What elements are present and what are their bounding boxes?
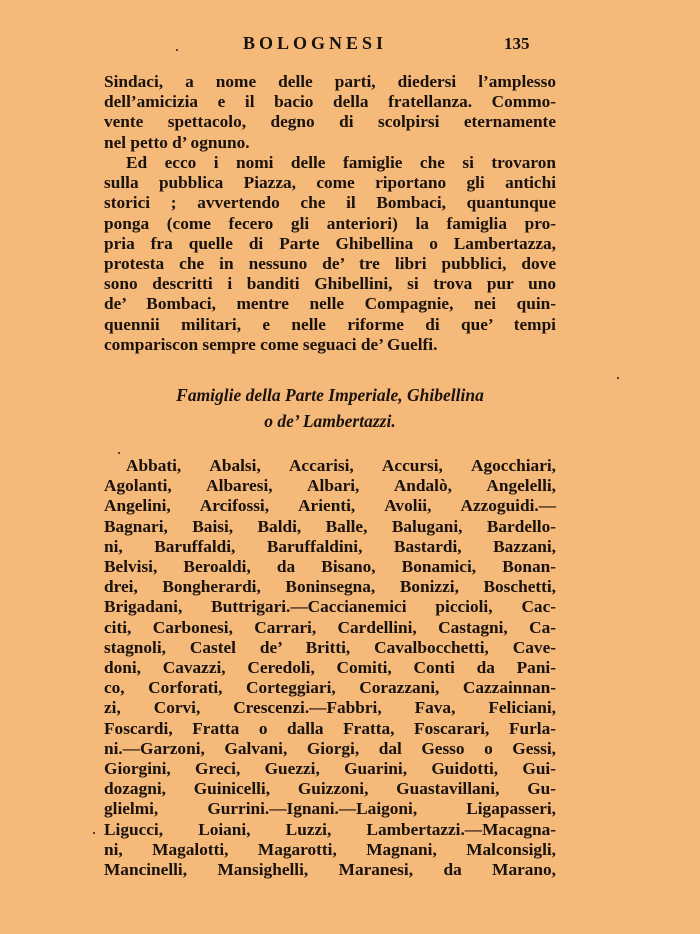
section-heading xyxy=(104,382,556,434)
text-line: Brigadani, Buttrigari.—Caccianemici piccioli, Cac- xyxy=(104,597,556,617)
text-line: doni, Cavazzi, Ceredoli, Comiti, Conti da Pani- xyxy=(104,658,556,678)
text-line: quennii militari, e nelle riforme di que’ tempi xyxy=(104,314,556,334)
text-line: ponga (come fecero gli anteriori) la famiglia pro- xyxy=(104,213,556,233)
paragraph-families-intro xyxy=(104,153,556,355)
text-line: compariscon sempre come seguaci de’ Guelfi. xyxy=(104,334,438,354)
text-line: sulla pubblica Piazza, come riportano gli antichi xyxy=(104,173,556,193)
text-line: nel petto d’ ognuno. xyxy=(104,132,250,152)
text-line: vente spettacolo, degno di scolpirsi eternamente xyxy=(104,112,556,132)
text-line: Foscardi, Fratta o dalla Fratta, Foscarari, Furla- xyxy=(104,718,556,738)
page-header xyxy=(0,33,700,57)
text-line: Belvisi, Beroaldi, da Bisano, Bonamici, Bonan- xyxy=(104,557,556,577)
text-line: Ed ecco i nomi delle famiglie che si trovaron xyxy=(126,153,556,172)
section-heading-line: Famiglie della Parte Imperiale, Ghibellina xyxy=(176,385,484,405)
running-title: BOLOGNESI xyxy=(243,33,388,53)
text-line: Mancinelli, Mansighelli, Maranesi, da Marano, xyxy=(104,860,556,880)
ink-speck xyxy=(617,377,619,379)
text-line: Abbati, Abalsi, Accarisi, Accursi, Agocchiari, xyxy=(126,456,556,475)
text-line: drei, Bongherardi, Boninsegna, Bonizzi, Boschetti, xyxy=(104,577,556,597)
text-line: protesta che in nessuno de’ tre libri pubblici, dove xyxy=(104,254,556,274)
text-line: co, Corforati, Corteggiari, Corazzani, Cazzainnan- xyxy=(104,678,556,698)
text-line: Giorgini, Greci, Guezzi, Guarini, Guidotti, Gui- xyxy=(104,759,556,779)
text-line: citi, Carbonesi, Carrari, Cardellini, Castagni, Ca- xyxy=(104,617,556,637)
ink-speck xyxy=(176,49,178,51)
page-number: 135 xyxy=(504,34,530,53)
ink-speck xyxy=(118,452,120,454)
text-line: ni, Magalotti, Magarotti, Magnani, Malconsigli, xyxy=(104,839,556,859)
text-line: dozagni, Guinicelli, Guizzoni, Guastavillani, Gu- xyxy=(104,779,556,799)
text-line: Angelini, Arcifossi, Arienti, Avolii, Azzoguidi.— xyxy=(104,496,556,516)
text-line: storici ; avvertendo che il Bombaci, quantunque xyxy=(104,193,556,213)
text-line: stagnoli, Castel de’ Britti, Cavalbocchetti, Cave- xyxy=(104,637,556,657)
text-line: ni.—Garzoni, Galvani, Giorgi, dal Gesso o Gessi, xyxy=(104,738,556,758)
text-line: dell’amicizia e il bacio della fratellanza. Commo- xyxy=(104,92,556,112)
text-line: Bagnari, Baisi, Baldi, Balle, Balugani, Bardello- xyxy=(104,516,556,536)
text-line: glielmi, Gurrini.—Ignani.—Laigoni, Ligapasseri, xyxy=(104,799,556,819)
ink-speck xyxy=(93,832,95,834)
text-line: Sindaci, a nome delle parti, diedersi l’amplesso xyxy=(104,72,556,91)
family-list xyxy=(104,456,556,880)
text-line: zi, Corvi, Crescenzi.—Fabbri, Fava, Feliciani, xyxy=(104,698,556,718)
text-line: Ligucci, Loiani, Luzzi, Lambertazzi.—Macagna- xyxy=(104,819,556,839)
section-heading-line: o de’ Lambertazzi. xyxy=(264,411,396,431)
text-line: de’ Bombaci, mentre nelle Compagnie, nei quin- xyxy=(104,294,556,314)
paragraph-continuation xyxy=(104,72,556,153)
text-line: ni, Baruffaldi, Baruffaldini, Bastardi, Bazzani, xyxy=(104,536,556,556)
text-line: pria fra quelle di Parte Ghibellina o Lambertazza, xyxy=(104,233,556,253)
text-line: sono descritti i banditi Ghibellini, si trova pur uno xyxy=(104,274,556,294)
text-line: Agolanti, Albaresi, Albari, Andalò, Angelelli, xyxy=(104,476,556,496)
